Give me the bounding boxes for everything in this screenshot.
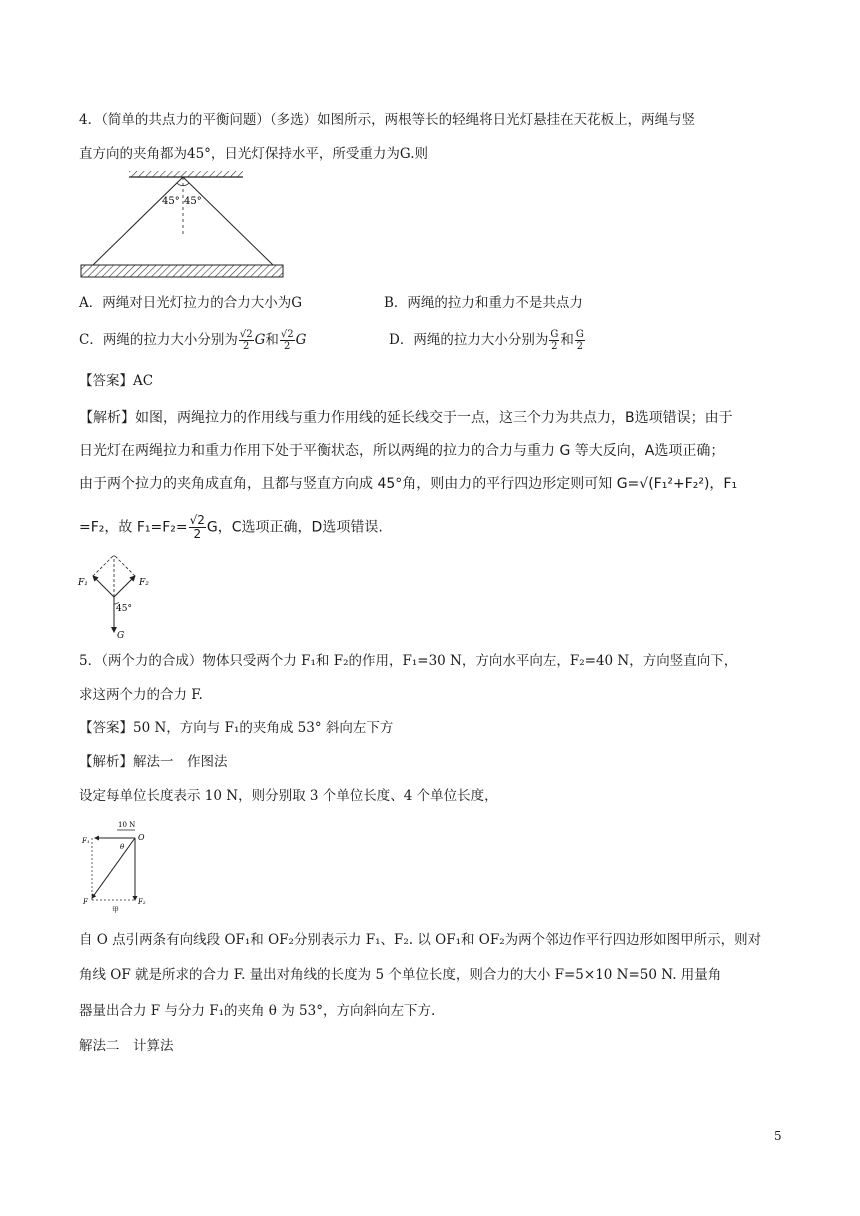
q4-explanation-line4 — [79, 514, 383, 541]
f2-arrow — [114, 576, 135, 597]
label-theta: θ — [120, 843, 125, 851]
q4-explanation-line3: 由于两个拉力的夹角成直角，且都与竖直方向成 45°角，则由力的平行四边形定则可知 G=√(F₁²+F₂²)，F₁ — [79, 476, 738, 492]
ceiling-hatch — [129, 171, 243, 177]
option-c-prefix: C．两绳的拉力大小分别为 — [79, 332, 238, 348]
resultant-vector — [92, 838, 135, 898]
option-c-mid: 和 — [265, 332, 279, 348]
q4-stem-line1: 4．（简单的共点力的平衡问题）（多选）如图所示，两根等长的轻绳将日光灯悬挂在天花板上，两绳与竖 — [79, 112, 696, 128]
expl-fraction — [189, 514, 206, 541]
frac-den: 2 — [284, 341, 291, 352]
scale-label: 10 N — [118, 821, 136, 829]
q5-explanation-line1: 设定每单位长度表示 10 N，则分别取 3 个单位长度、4 个单位长度， — [79, 788, 498, 804]
q5-explanation-title: 【解析】解法一 作图法 — [79, 754, 228, 770]
fluorescent-lamp-figure — [76, 168, 286, 280]
frac-den: 2 — [576, 341, 584, 352]
q4-option-a: A．两绳对日光灯拉力的合力大小为G — [79, 295, 303, 311]
left-rope — [93, 177, 183, 265]
q5-answer: 【答案】50 N，方向与 F₁的夹角成 53° 斜向左下方 — [79, 720, 394, 736]
label-o: O — [138, 833, 145, 842]
label-g: G — [117, 631, 125, 641]
q5-body-line1: 自 O 点引两条有向线段 OF₁和 OF₂分别表示力 F₁、F₂. 以 OF₁和 OF₂为两个邻边作平行四边形如图甲所示，则对 — [79, 932, 762, 948]
angle-label-right: 45° — [184, 196, 202, 207]
option-c-fraction-2 — [280, 329, 295, 352]
q4-option-d — [389, 328, 586, 352]
page-number: 5 — [774, 1129, 782, 1143]
option-c-fraction-1 — [239, 329, 254, 352]
option-d-fraction-1 — [549, 329, 559, 352]
q5-method2-title: 解法二 计算法 — [79, 1038, 174, 1054]
option-d-prefix: D．两绳的拉力大小分别为 — [389, 332, 549, 348]
frac-den: 2 — [243, 341, 250, 352]
expl-line4-b: G，C选项正确，D选项错误. — [206, 519, 383, 536]
q5-stem-line1: 5．（两个力的合成）物体只受两个力 F₁和 F₂的作用，F₁=30 N，方向水平向左，F₂=40 N，方向竖直向下， — [79, 653, 738, 669]
q5-body-line2: 角线 OF 就是所求的合力 F. 量出对角线的长度为 5 个单位长度，则合力的大小 F=5×10 N=50 N. 用量角 — [79, 967, 722, 983]
frac-den: 2 — [551, 341, 558, 352]
q4-stem-line2: 直方向的夹角都为45°，日光灯保持水平，所受重力为G.则 — [79, 146, 429, 162]
frac-num: G — [575, 329, 584, 340]
q4-answer: 【答案】AC — [79, 373, 154, 389]
angle-label-left: 45° — [162, 196, 180, 207]
frac-den: 2 — [193, 527, 202, 541]
q5-stem-line2: 求这两个力的合力 F. — [79, 687, 203, 703]
q4-option-c — [79, 328, 306, 352]
label-45: 45° — [116, 604, 132, 614]
right-rope — [183, 177, 273, 265]
label-f2: F₂ — [138, 898, 146, 906]
frac-num: G — [550, 329, 559, 340]
lamp-bar — [81, 265, 283, 277]
parallelogram-figure-q5 — [78, 818, 158, 914]
label-f2: F₂ — [139, 578, 149, 588]
q4-option-b: B．两绳的拉力和重力不是共点力 — [384, 295, 583, 311]
f1-arrow — [93, 576, 114, 597]
option-d-mid: 和 — [560, 332, 574, 348]
q4-explanation-line1: 【解析】如图，两绳拉力的作用线与重力作用线的延长线交于一点，这三个力为共点力，B选项错误；由于 — [79, 410, 733, 426]
figure-caption: 甲 — [112, 906, 119, 914]
option-c-g2: G — [295, 332, 307, 348]
label-f1: F₁ — [82, 837, 90, 845]
q4-explanation-line2: 日光灯在两绳拉力和重力作用下处于平衡状态，所以两绳的拉力的合力与重力 G 等大反向，A选项正确； — [79, 443, 725, 459]
label-f: F — [83, 898, 88, 906]
q5-body-line3: 器量出合力 F 与分力 F₁的夹角 θ 为 53°，方向斜向左下方. — [79, 1003, 436, 1019]
force-diagram-q4 — [74, 552, 164, 644]
frac-num: √2 — [239, 329, 253, 340]
option-c-g1: G — [254, 332, 266, 348]
label-f1: F₁ — [78, 578, 88, 588]
option-d-fraction-2 — [575, 329, 585, 352]
frac-num: √2 — [189, 513, 205, 527]
frac-num: √2 — [280, 329, 294, 340]
expl-line4-a: =F₂，故 F₁=F₂= — [79, 519, 188, 536]
